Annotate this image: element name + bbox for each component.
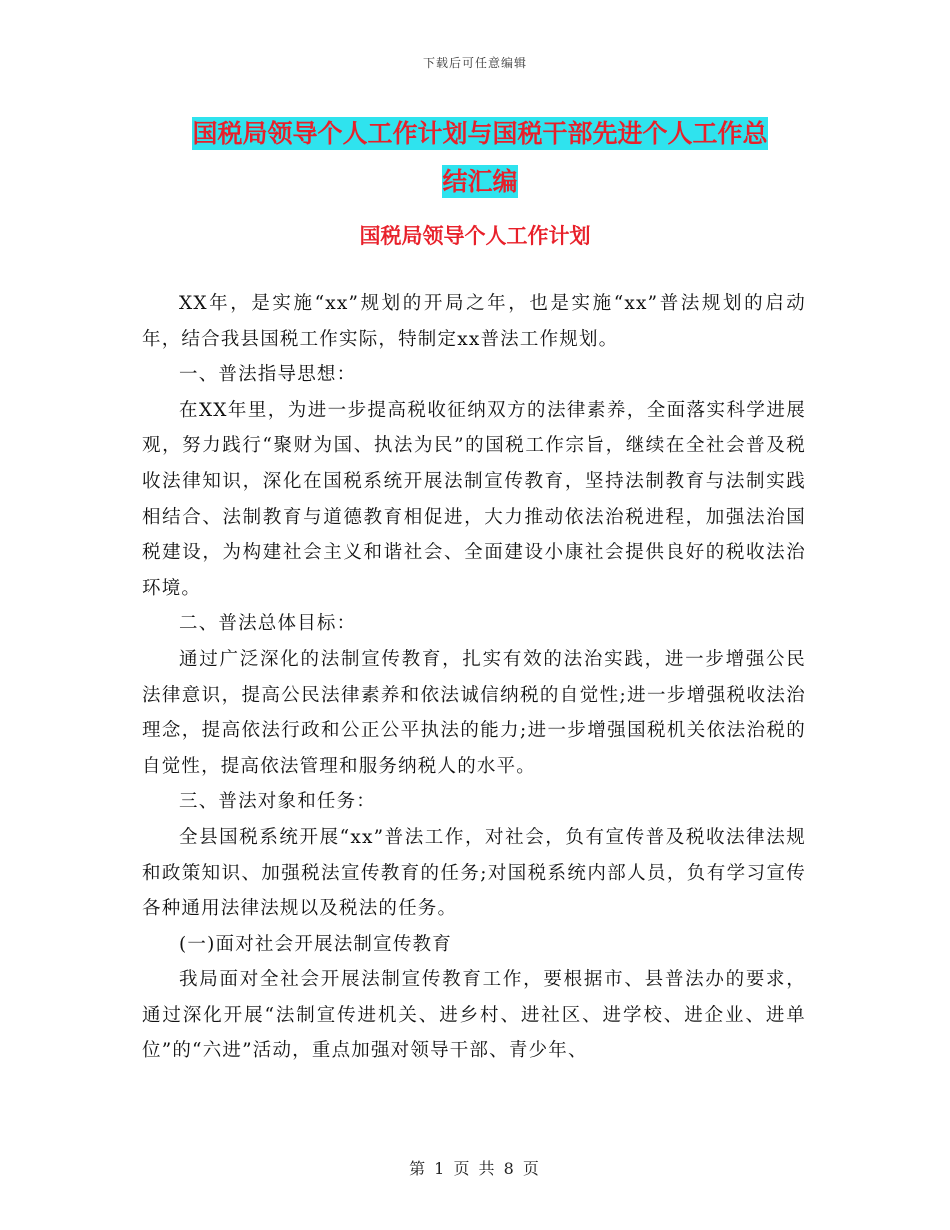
document-title-line-1: 国税局领导个人工作计划与国税干部先进个人工作总 bbox=[192, 119, 768, 148]
header-note: 下载后可任意编辑 bbox=[422, 56, 527, 70]
heading-targets-tasks: 三、普法对象和任务： bbox=[179, 791, 377, 813]
subheading-public-education: (一)面对社会开展法制宣传教育 bbox=[179, 933, 452, 955]
paragraph: XX年，是实施“xx”规划的开局之年，也是实施“xx”普法规划的启动年，结合我县国税工作实际，特制定xx普法工作规划。 bbox=[142, 293, 806, 350]
document-body bbox=[142, 286, 806, 1069]
paragraph: 我局面对全社会开展法制宣传教育工作，要根据市、县普法办的要求，通过深化开展“法制宣传进机关、进乡村、进社区、进学校、进企业、进单位”的“六进”活动，重点加强对领导干部、青少年、 bbox=[142, 969, 806, 1062]
paragraph: 在XX年里，为进一步提高税收征纳双方的法律素养，全面落实科学进展观，努力践行“聚财为国、执法为民”的国税工作宗旨，继续在全社会普及税收法律知识，深化在国税系统开展法制宣传教育，坚持法制教育与法制实践相结合、法制教育与道德教育相促进，大力推动依法治税进程，加强法治国税建设，为构建社会主义和谐社会、全面建设小康社会提供良好的税收法治环境。 bbox=[142, 399, 806, 599]
paragraph: 全县国税系统开展“xx”普法工作，对社会，负有宣传普及税收法律法规和政策知识、加强税法宣传教育的任务;对国税系统内部人员，负有学习宣传各种通用法律法规以及税法的任务。 bbox=[142, 826, 806, 920]
document-title-line-2: 结汇编 bbox=[442, 167, 518, 196]
document-title bbox=[140, 110, 820, 206]
paragraph: 通过广泛深化的法制宣传教育，扎实有效的法治实践，进一步增强公民法律意识，提高公民法律素养和依法诚信纳税的自觉性;进一步增强税收法治理念，提高依法行政和公正公平执法的能力;进一步增强国税机关依法治税的自觉性，提高依法管理和服务纳税人的水平。 bbox=[142, 648, 806, 777]
heading-overall-goal: 二、普法总体目标： bbox=[179, 613, 357, 635]
page-number: 第 1 页 共 8 页 bbox=[409, 1159, 541, 1178]
section-title: 国税局领导个人工作计划 bbox=[359, 224, 591, 248]
heading-guiding-thought: 一、普法指导思想： bbox=[179, 364, 357, 386]
